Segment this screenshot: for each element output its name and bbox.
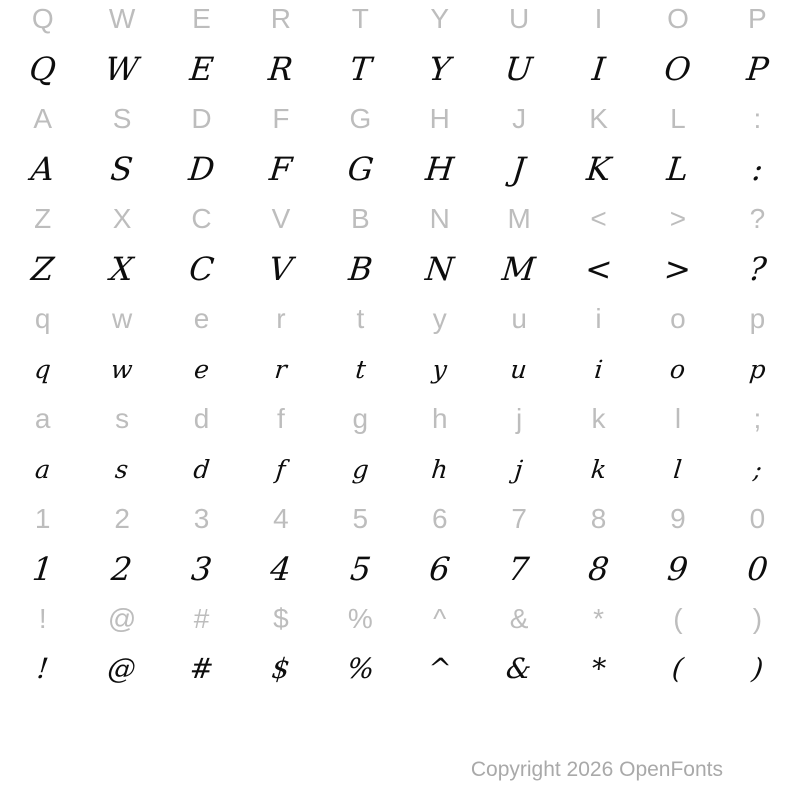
reference-char: k — [591, 403, 606, 434]
script-char: Q — [27, 50, 58, 88]
script-char: 4 — [268, 550, 294, 588]
reference-char: 9 — [670, 503, 686, 534]
reference-char: r — [276, 303, 286, 334]
script-line — [3, 438, 797, 500]
reference-char: t — [356, 303, 365, 334]
reference-char: I — [594, 3, 603, 34]
script-char: : — [749, 150, 765, 188]
script-char: y — [431, 354, 449, 384]
script-char: s — [114, 454, 131, 484]
script-char: E — [187, 50, 216, 88]
script-line — [3, 238, 797, 300]
script-char: ; — [751, 454, 764, 484]
script-line — [3, 538, 797, 600]
script-char: & — [504, 652, 534, 685]
reference-char: & — [509, 603, 529, 634]
reference-char: d — [193, 403, 210, 434]
specimen-row-uppercase-top-row — [3, 0, 797, 100]
reference-char: Q — [31, 3, 54, 34]
script-char: a — [33, 454, 52, 484]
reference-line — [3, 500, 797, 538]
script-char: 6 — [427, 550, 452, 588]
script-char: ? — [746, 250, 768, 288]
reference-char: e — [193, 303, 210, 334]
reference-line — [3, 300, 797, 338]
reference-char: M — [507, 203, 531, 234]
script-char: 7 — [506, 550, 532, 588]
script-char: W — [103, 50, 141, 88]
script-char: G — [345, 150, 376, 188]
specimen-row-uppercase-home-row — [3, 100, 797, 200]
script-line — [3, 38, 797, 100]
reference-char: ! — [38, 603, 47, 634]
script-char: T — [347, 50, 373, 88]
reference-line — [3, 600, 797, 638]
reference-char: ; — [753, 403, 762, 434]
script-char: @ — [106, 652, 138, 685]
script-char: ) — [750, 652, 765, 685]
script-char: l — [672, 454, 684, 484]
script-char: P — [744, 50, 771, 88]
script-char: ! — [35, 652, 51, 685]
reference-char: P — [748, 3, 767, 34]
script-char: f — [274, 454, 288, 484]
reference-char: ? — [749, 203, 766, 234]
reference-char: K — [589, 103, 608, 134]
script-line — [3, 338, 797, 400]
script-char: 5 — [348, 550, 373, 588]
script-char: d — [191, 454, 212, 484]
reference-char: l — [674, 403, 682, 434]
script-char: H — [423, 150, 456, 188]
reference-char: B — [350, 203, 370, 234]
script-char: B — [346, 250, 375, 288]
script-char: O — [662, 50, 694, 88]
script-char: < — [583, 250, 614, 288]
script-char: X — [108, 250, 136, 288]
reference-char: L — [670, 103, 686, 134]
script-char: I — [590, 50, 607, 88]
reference-char: ( — [673, 603, 683, 634]
reference-char: > — [669, 203, 687, 234]
reference-char: 3 — [193, 503, 210, 534]
reference-char: q — [34, 303, 51, 334]
reference-char: % — [347, 603, 373, 634]
script-char: o — [668, 354, 688, 384]
script-char: 9 — [665, 550, 691, 588]
reference-char: @ — [107, 603, 137, 634]
reference-char: V — [271, 203, 291, 234]
script-char: * — [589, 652, 608, 685]
reference-char: S — [112, 103, 132, 134]
reference-char: 7 — [511, 503, 527, 534]
script-char: S — [109, 150, 136, 188]
specimen-row-symbols-row — [3, 600, 797, 700]
reference-char: Y — [430, 3, 450, 34]
script-char: p — [747, 354, 767, 384]
copyright-text: Copyright 2026 OpenFonts — [470, 758, 723, 781]
script-char: K — [584, 150, 613, 188]
reference-char: E — [192, 3, 211, 34]
reference-char: a — [34, 403, 51, 434]
script-char: 1 — [30, 550, 55, 588]
script-char: M — [500, 250, 538, 288]
reference-char: w — [111, 303, 133, 334]
script-char: C — [187, 250, 216, 288]
script-char: % — [345, 652, 376, 685]
reference-char: N — [429, 203, 450, 234]
script-char: D — [186, 150, 217, 188]
reference-char: X — [112, 203, 132, 234]
script-line — [3, 138, 797, 200]
script-char: J — [510, 150, 528, 188]
script-char: r — [273, 354, 289, 384]
script-char: Y — [427, 50, 453, 88]
script-char: ^ — [426, 652, 454, 685]
script-char: h — [430, 454, 450, 484]
reference-char: 2 — [114, 503, 130, 534]
script-char: Z — [29, 250, 56, 288]
reference-char: f — [277, 403, 285, 434]
reference-char: 1 — [34, 503, 51, 534]
reference-char: A — [33, 103, 53, 134]
script-char: V — [267, 250, 295, 288]
script-char: j — [513, 454, 525, 484]
reference-char: H — [429, 103, 450, 134]
script-char: ( — [670, 652, 686, 685]
script-char: L — [665, 150, 691, 188]
reference-char: Z — [34, 203, 52, 234]
reference-char: T — [351, 3, 369, 34]
reference-char: h — [431, 403, 448, 434]
specimen-row-digits-row — [3, 500, 797, 600]
reference-char: j — [516, 403, 523, 434]
script-char: u — [509, 354, 529, 384]
script-char: e — [192, 354, 211, 384]
reference-char: G — [349, 103, 372, 134]
reference-char: W — [108, 3, 136, 34]
reference-char: u — [511, 303, 527, 334]
reference-char: g — [352, 403, 369, 434]
reference-char: F — [272, 103, 290, 134]
reference-line — [3, 100, 797, 138]
script-char: 8 — [586, 550, 611, 588]
script-char: q — [33, 354, 53, 384]
reference-line — [3, 400, 797, 438]
specimen-row-uppercase-bottom-row — [3, 200, 797, 300]
script-char: A — [29, 150, 57, 188]
script-char: 0 — [745, 550, 770, 588]
script-char: > — [662, 250, 694, 288]
script-char: R — [266, 50, 295, 88]
reference-char: < — [590, 203, 607, 234]
reference-char: 4 — [273, 503, 289, 534]
script-char: F — [267, 150, 295, 188]
reference-line — [3, 200, 797, 238]
script-char: 2 — [109, 550, 135, 588]
reference-char: # — [193, 603, 210, 634]
reference-char: s — [115, 403, 130, 434]
script-char: $ — [270, 652, 292, 685]
script-char: g — [350, 454, 370, 484]
reference-char: U — [509, 3, 530, 34]
reference-char: * — [593, 603, 604, 634]
glyph-grid — [3, 0, 797, 700]
reference-char: p — [749, 303, 766, 334]
reference-line — [3, 0, 797, 38]
reference-char: J — [512, 103, 527, 134]
reference-char: D — [191, 103, 212, 134]
reference-char: o — [670, 303, 686, 334]
reference-char: y — [432, 303, 447, 334]
reference-char: ) — [752, 603, 763, 634]
script-char: t — [353, 354, 367, 384]
script-char: i — [593, 354, 605, 384]
specimen-row-lowercase-home-row — [3, 400, 797, 500]
reference-char: i — [595, 303, 602, 334]
specimen-row-lowercase-top-row — [3, 300, 797, 400]
script-char: # — [188, 652, 216, 685]
reference-char: 6 — [431, 503, 448, 534]
reference-char: $ — [273, 603, 289, 634]
reference-char: O — [667, 3, 689, 34]
reference-char: R — [270, 3, 292, 34]
reference-char: 5 — [352, 503, 369, 534]
script-char: k — [589, 454, 608, 484]
script-line — [3, 638, 797, 700]
script-char: 3 — [189, 550, 214, 588]
script-char: U — [503, 50, 535, 88]
reference-char: C — [191, 203, 212, 234]
reference-char: 0 — [749, 503, 766, 534]
reference-char: : — [753, 103, 762, 134]
script-char: N — [423, 250, 456, 288]
script-char: w — [109, 354, 135, 384]
reference-char: 8 — [590, 503, 607, 534]
reference-char: ^ — [433, 603, 447, 634]
